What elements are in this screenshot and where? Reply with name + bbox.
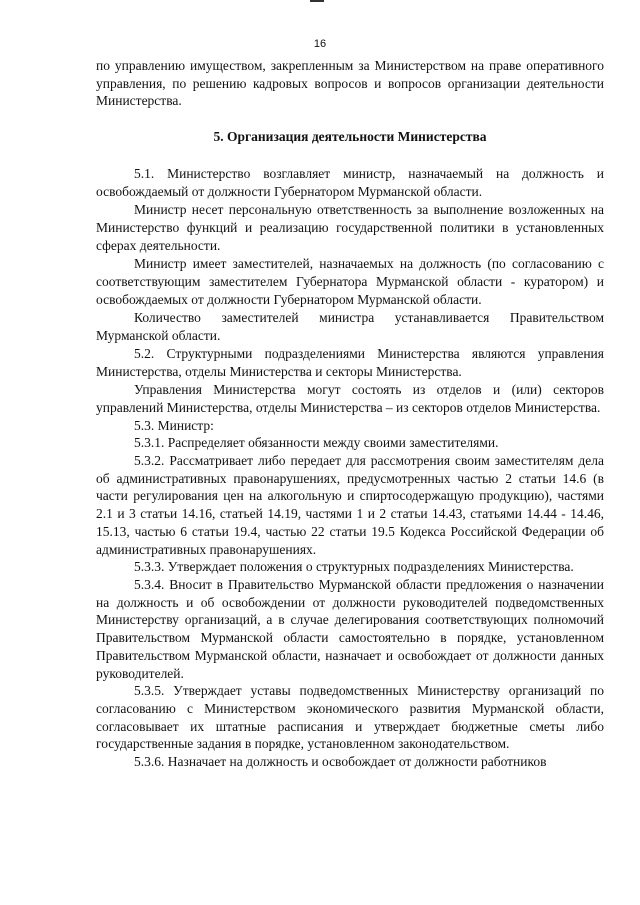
paragraph-5-3-5: 5.3.5. Утверждает уставы подведомственных Министерству организаций по согласованию с Министерством экономического развития Мурманской области, согласовывает их штатные расписания и утверждает бюджетные сметы либо государственные задания в порядке, установленном законодательством. [96, 683, 604, 752]
paragraph-departments: Управления Министерства могут состоять из отделов и (или) секторов управлений Министерства, отделы Министерства – из секторов отделов Министерства. [96, 382, 604, 415]
paragraph-5-3-1: 5.3.1. Распределяет обязанности между своими заместителями. [134, 435, 499, 451]
scan-mark [310, 0, 324, 2]
paragraph-5-3-3: 5.3.3. Утверждает положения о структурных подразделениях Министерства. [134, 559, 574, 575]
paragraph-5-3: 5.3. Министр: [134, 417, 214, 433]
paragraph-5-1: 5.1. Министерство возглавляет министр, назначаемый на должность и освобождаемый от должности Губернатором Мурманской области. [96, 165, 604, 199]
paragraph-minister-responsibility: Министр несет персональную ответственность за выполнение возложенных на Министерство функций и реализацию государственной политики в установленных сферах деятельности. [96, 202, 604, 253]
page-number: 16 [313, 38, 327, 50]
paragraph-5-3-2: 5.3.2. Рассматривает либо передает для рассмотрения своим заместителям дела об административных правонарушениях, предусмотренных частью 2 статьи 14.6 (в части регулирования цен на алкогольную и спиртосодержащую продукцию), частями 2.1 и 3 статьи 14.16, статьей 14.19, частями 1 и 2 статьи 14.43, статьями 14.44 - 14.46, 15.13, частью 6 статьи 19.4, частью 22 статьи 19.5 Кодекса Российской Федерации об административных правонарушениях. [96, 453, 604, 557]
document-body [96, 57, 604, 771]
paragraph-5-3-4: 5.3.4. Вносит в Правительство Мурманской области предложения о назначении на должность и об освобождении от должности руководителей подведомственных Министерству организаций, а в случае делегирования соответствующих полномочий Правительством Мурманской области самостоятельно в порядке, установленном Правительством Мурманской области, назначает и освобождает от должности данных руководителей. [96, 576, 604, 681]
paragraph-deputies-count: Количество заместителей министра устанавливается Правительством Мурманской области. [96, 310, 604, 344]
paragraph-deputies: Министр имеет заместителей, назначаемых на должность (по согласованию с соответствующим заместителем Губернатора Мурманской области - куратором) и освобождаемых от должности Губернатором Мурманской области. [96, 256, 604, 307]
section-heading: 5. Организация деятельности Министерства [213, 129, 487, 145]
continuation-paragraph: по управлению имуществом, закрепленным за Министерством на праве оперативного управления, по решению кадровых вопросов и вопросов организации деятельности Министерства. [96, 58, 604, 109]
paragraph-5-2: 5.2. Структурными подразделениями Министерства являются управления Министерства, отделы Министерства и секторы Министерства. [96, 345, 604, 379]
paragraph-5-3-6: 5.3.6. Назначает на должность и освобождает от должности работников [134, 754, 547, 770]
